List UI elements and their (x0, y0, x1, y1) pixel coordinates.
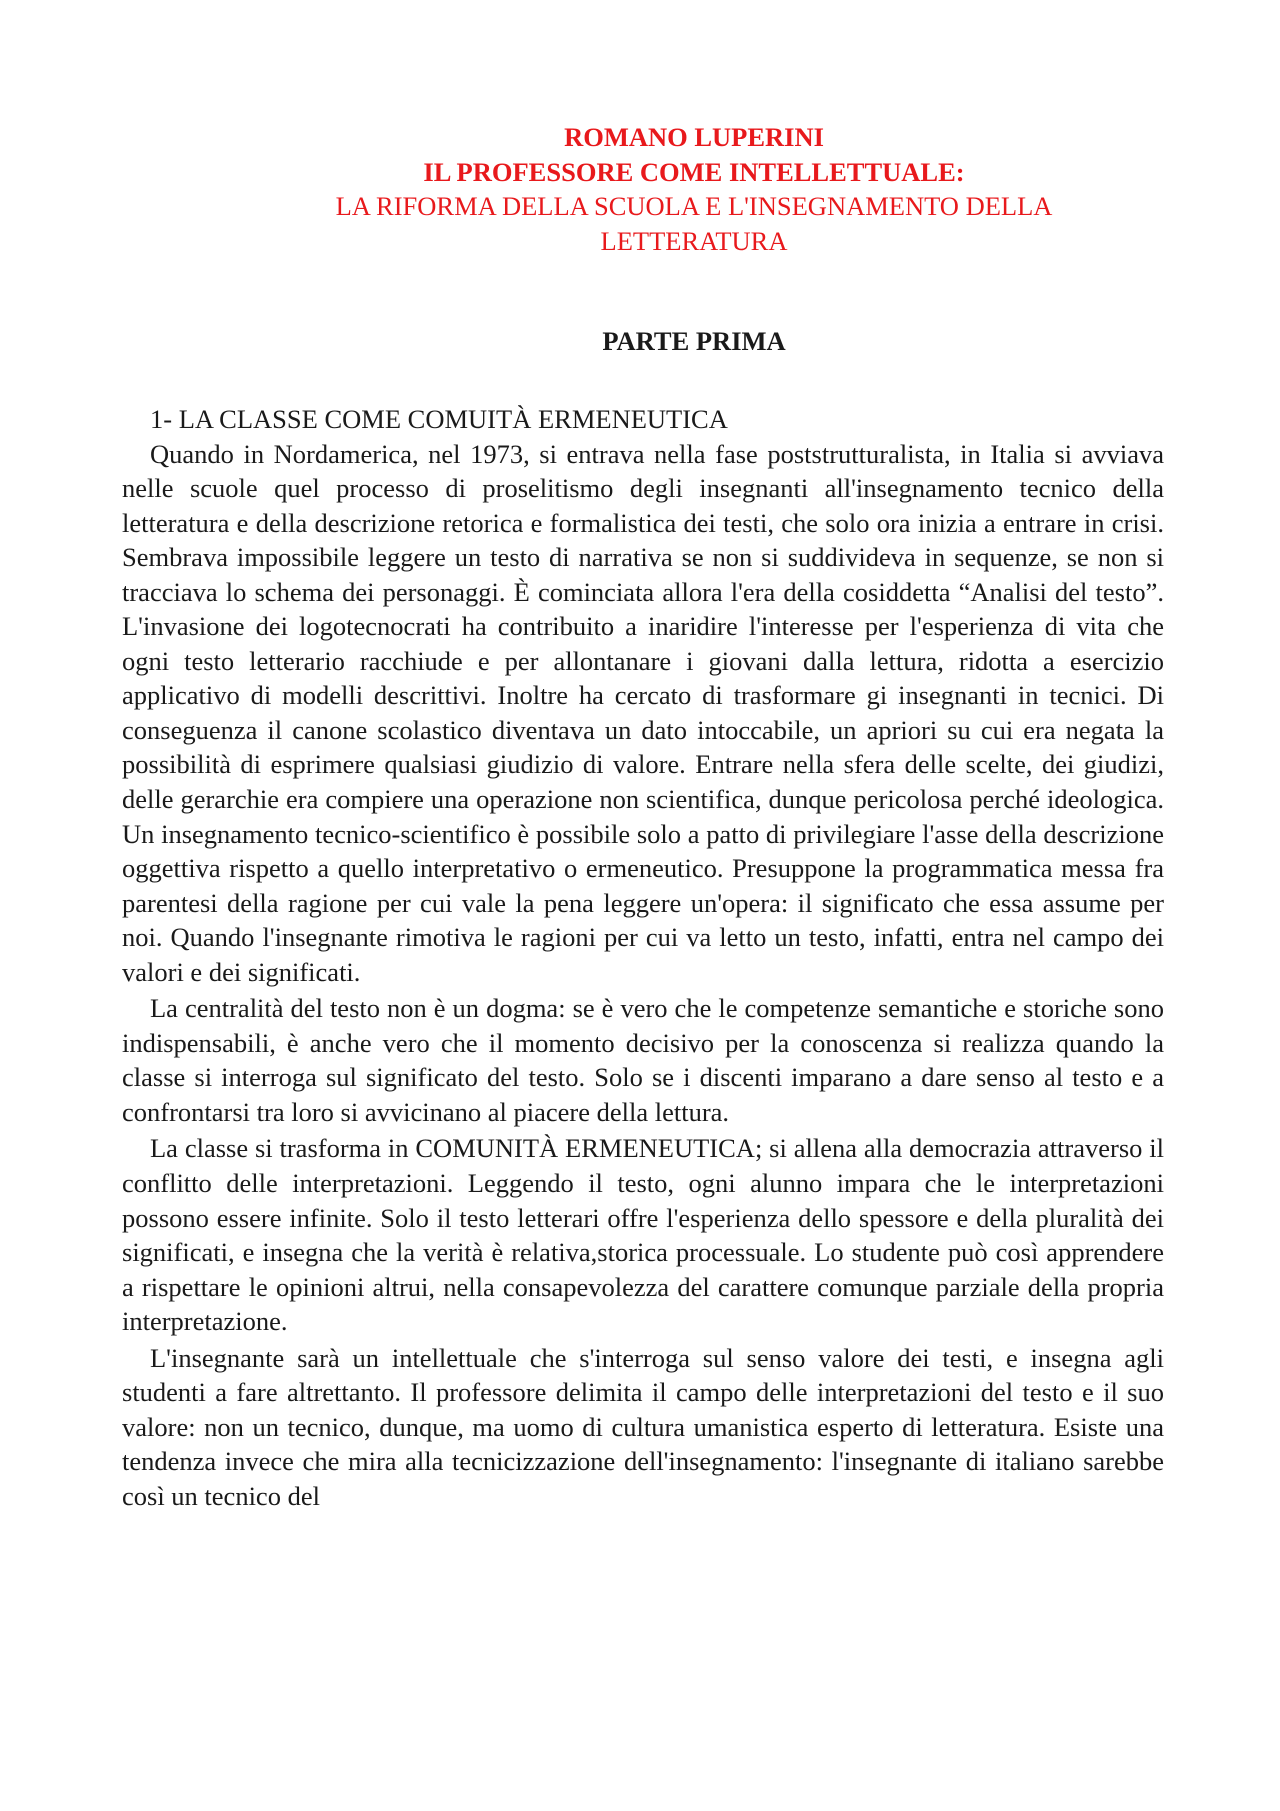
part-heading: PARTE PRIMA (602, 326, 786, 356)
section-heading: 1- LA CLASSE COME COMUITÀ ERMENEUTICA (150, 404, 728, 434)
paragraph-3: La classe si trasforma in COMUNITÀ ERMENEUTICA; si allena alla democrazia attraverso il conflitto delle interpretazioni. Leggendo il testo, ogni alunno impara che le interpretazioni possono essere infinite. Solo il testo letterari offre l'esperienza dello spessore e della pluralità dei significati, e insegna che la verità è relativa,storica processuale. Lo studente può così apprendere a rispettare le opinioni altrui, nella consapevolezza del carattere comunque parziale della propria interpretazione. (122, 1133, 1164, 1337)
paragraph-4: L'insegnante sarà un intellettuale che s'interroga sul senso valore dei testi, e insegna agli studenti a fare altrettanto. Il professore delimita il campo delle interpretazioni del testo e il suo valore: non un tecnico, dunque, ma uomo di cultura umanistica esperto di letteratura. Esiste una tendenza invece che mira alla tecnicizzazione dell'insegnamento: l'insegnante di italiano sarebbe così un tecnico del (122, 1342, 1164, 1511)
paragraph-1: Quando in Nordamerica, nel 1973, si entrava nella fase poststrutturalista, in Italia si avviava nelle scuole quel processo di proselitismo degli insegnanti all'insegnamento tecnico della letteratura e della descrizione retorica e formalistica dei testi, che solo ora inizia a entrare in crisi. Sembrava impossibile leggere un testo di narrativa se non si suddivideva in sequenze, se non si tracciava lo schema dei personaggi. È cominciata allora l'era della cosiddetta “Analisi del testo”. L'invasione dei logotecnocrati ha contribuito a inaridire l'interesse per l'esperienza di vita che ogni testo letterario racchiude e per allontanare i giovani dalla lettura, ridotta a esercizio applicativo di modelli descrittivi. Inoltre ha cercato di trasformare gi insegnanti in tecnici. Di conseguenza il canone scolastico diventava un dato intoccabile, un apriori su cui era negata la possibilità di esprimere qualsiasi giudizio di valore. Entrare nella sfera delle scelte, dei giudizi, delle gerarchie era compiere una operazione non scientifica, dunque pericolosa perché ideologica. Un insegnamento tecnico-scientifico è possibile solo a patto di privilegiare l'asse della descrizione oggettiva rispetto a quello interpretativo o ermeneutico. Presuppone la programmatica messa fra parentesi della ragione per cui vale la pena leggere un'opera: il significato che essa assume per noi. Quando l'insegnante rimotiva le ragioni per cui va letto un testo, infatti, entra nel campo dei valori e dei significati. (122, 438, 1164, 987)
document-subtitle: LA RIFORMA DELLA SCUOLA E L'INSEGNAMENTO DELLA LETTERATURA (335, 191, 1053, 256)
document-title: IL PROFESSORE COME INTELLETTUALE: (423, 156, 965, 187)
body-text (122, 437, 1164, 1514)
paragraph-2: La centralità del testo non è un dogma: se è vero che le competenze semantiche e storiche sono indispensabili, è anche vero che il momento decisivo per la conoscenza si realizza quando la classe si interroga sul significato del testo. Solo se i discenti imparano a dare senso al testo e a confrontarsi tra loro si avvicinano al piacere della lettura. (122, 993, 1164, 1127)
author-name: ROMANO LUPERINI (564, 122, 824, 152)
title-block (252, 120, 1136, 258)
